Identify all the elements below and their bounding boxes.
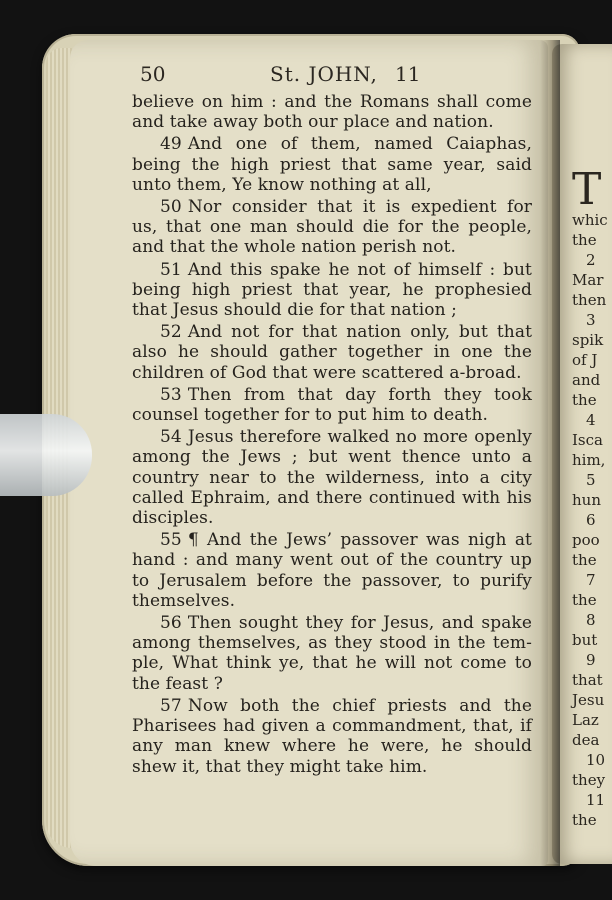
page-header [140, 62, 540, 92]
verse: 57 Now both the chief priests and the Pharisees had given a commandment, that, if any man knew where he were, he should shew it, that they might take him. [132, 695, 532, 777]
verse-number: 54 [160, 427, 182, 448]
scripture-text [132, 92, 532, 779]
verse: 52 And not for that nation only, but that also he should gather together in one the children of God that were scattered a-broad. [132, 322, 532, 383]
verse-number: 57 [160, 695, 182, 716]
chapter-number: 11 [395, 62, 421, 86]
verse: 51 And this spake he not of himself : but being high priest that year, he prophesied that Jesus should die for that nation ; [132, 259, 532, 321]
verse: 49 And one of them, named Caiaphas, being the high priest that same year, said unto them, Ye know nothing at all, [132, 134, 532, 195]
running-head: St. JOHN, [270, 62, 378, 86]
verse: believe on him : and the Romans shall come and take away both our place and nation. [132, 92, 532, 133]
drop-cap: T [572, 164, 602, 215]
verse-number: 52 [160, 322, 182, 343]
verse-number: 55 [160, 530, 182, 551]
verse-number: 51 [160, 259, 182, 280]
verse: 56 Then sought they for Jesus, and spake among themselves, as they stood in the tem-ple, What think ye, that he will not come to the feast ? [132, 613, 532, 694]
verse-number: 50 [160, 197, 182, 218]
page-clip [0, 414, 92, 496]
page-number: 50 [140, 62, 166, 86]
verse: 55 ¶ And the Jews’ passover was nigh at hand : and many went out of the country up to Jerusalem before the passover, to purify themselves. [132, 530, 532, 611]
gutter-shadow [540, 40, 560, 866]
verse-number: 56 [160, 613, 182, 634]
verse: 53 Then from that day forth they took counsel together for to put him to death. [132, 384, 532, 426]
verse: 54 Jesus therefore walked no more openly among the Jews ; but went thence unto a country near to the wilderness, into a city called Ephraim, and there continued with his disciples. [132, 427, 532, 529]
verse: 50 Nor consider that it is expedient for us, that one man should die for the people, and that the whole nation perish not. [132, 197, 532, 258]
verse-number: 53 [160, 384, 182, 405]
verse-number: 49 [160, 134, 182, 155]
next-page-text: T whic the 2 Mar then 3 spik of J and the 4 Isca him, 5 hun 6 poo the 7 the 8 but 9 that Jesu Laz dea 10 they 11 the [572, 170, 612, 830]
